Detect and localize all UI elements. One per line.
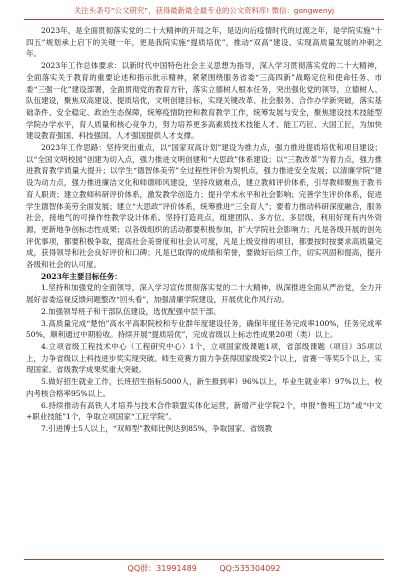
footer-divider [24,559,384,560]
header-divider [24,19,384,20]
work-approach-paragraph: 2023年工作思路：坚持突出重点，以“国家双高计划”建设为推力点，强力推进提质培优和项目建设；以“全国文明校园”创建为切入点，强力推进文明创建和“大思政”体系建设；以“三教改革”为着力点，强力推进教育教学质量大提升；以学生“德智体美劳”全过程性评价为契机点，强力推进安全发展；以清廉学院”建设为动力点，强力推进廉洁文化和师德师风建设，坚持攻破难点，建立教师评价体系，引导教师聚焦于教书育人职责；建立教师科研评价体系，激发教学创造力；提升学术水平和社会影响；完善学生评价体系，促进学生德智体美劳全面发展；建立“大思政”评价体系，统筹推进“三全育人”；要着力推动科研深度融合，服务社会，接地气的可操作性教学设计体系。坚持打造亮点，组建团队、多方位、多层级，利用好现有内外资源，更新地争创标志性成果；以各级组织的活动都要积极参加，扩大学院社会影响力；凡是各级开展的创先评优事项，都要积极争取，提高社会美誉度和社会认可度，凡是上级安排的项目，都要按时按要求高质量完成，获得领导和社会良好评价和口碑；凡是已取得的成绩和荣誉，要做好后续工作，切实巩固和提高，提升各级和社会的认可度。 [26,143,382,270]
watermark-banner: 关注头条号“公文研究”，获得最新最全最专业的公文资料库! 微信：gongwenyj [73,6,335,15]
task-item-6: 6.持续推动有高铁人才培养与技术合作联盟实体化运营，新增产业学院2个，申报“鲁班工坊”或“中文+职业技能”1个，争取立项国家“工匠学院”。 [26,400,382,422]
general-requirements-paragraph: 2023年工作总体要求：以新时代中国特色社会主义思想为指导，深入学习贯彻落实党的二十大精神，全面落实关于教育的重要论述和指示批示精神，紧紧围绕服务省委“三高四新”战略定位和使命任务、市委“三强一化”建设部署，全面贯彻党的教育方针，落实立德树人根本任务，突出强化党的领导，立德树人、队伍建设，聚焦双高建设、提质培优，文明创建目标，实现关键改革、社会服务、合作办学新突破，落实基础条件、安全稳定、政治生态保障，统筹疫情防控和教育教学工作，统筹发展与安全，聚焦建设技术技能型学院办学水平，育人质量和核心竞争力，努力培养更多高素质技术技能人才、能工巧匠、大国工匠，为加快建设教育强国、科技强国、人才强国提供人才支撑。 [26,61,382,141]
section-heading: 2023年主要目标任务： [41,271,122,281]
footer-qq-group: QQ群：31991489 [127,564,197,573]
task-item-5: 5.做好招生就业工作，长班招生指标5000人，新生报到率）96%以上，毕业生就业率）97%以上，校内考核合格率95%以上。 [26,377,382,398]
intro-paragraph: 2023年，是全面贯彻落实党的二十大精神的开局之年，是迈向后疫情时代的过渡之年，是学院实施“十四五”规划承上启下的关键一年，更是我院实施“提质培优”，推动“双高”建设、实现高质量发展的冲刺之年。 [26,26,382,59]
task-item-1: 1.坚持和加强党的全面领导，深入学习宣传贯彻落实党的二十大精神，纵深推进全面从严治党，全力开展好省委巡视反馈问题整改“回头看”，加强清廉学院建设，开展优化作风行动。 [26,283,382,305]
task-item-2: 2.加强领导班子和干部队伍建设，选优配强中层干部。 [41,306,221,316]
document-body [26,25,382,435]
footer-qq: QQ:535304092 [219,564,281,573]
task-item-3: 3.高质量完成“楚怡”高水平高职院校和专业群年度建设任务，确保年度任务完成率100%，任务完成率50%，顺利通过中期验收。持续开展“提质培优”，完成省级以上标志性成果20项（类）以上。 [26,318,382,340]
task-item-4: 4.立项省级工程技术中心（工程研究中心）1个，立项国家级课题1项，省部级课题（项目）35项以上，力争省级以上科技进步奖实现突破。师生竞赛方面力争获得国家级奖2个以上，省赛一等奖5个以上，实现国家、省级教学成果奖重大突破。 [26,341,382,375]
task-item-7: 7.引进博士5人以上，“双师型”教师比例达到85%，争取国家、省级教 [41,423,273,433]
footer [0,562,408,576]
